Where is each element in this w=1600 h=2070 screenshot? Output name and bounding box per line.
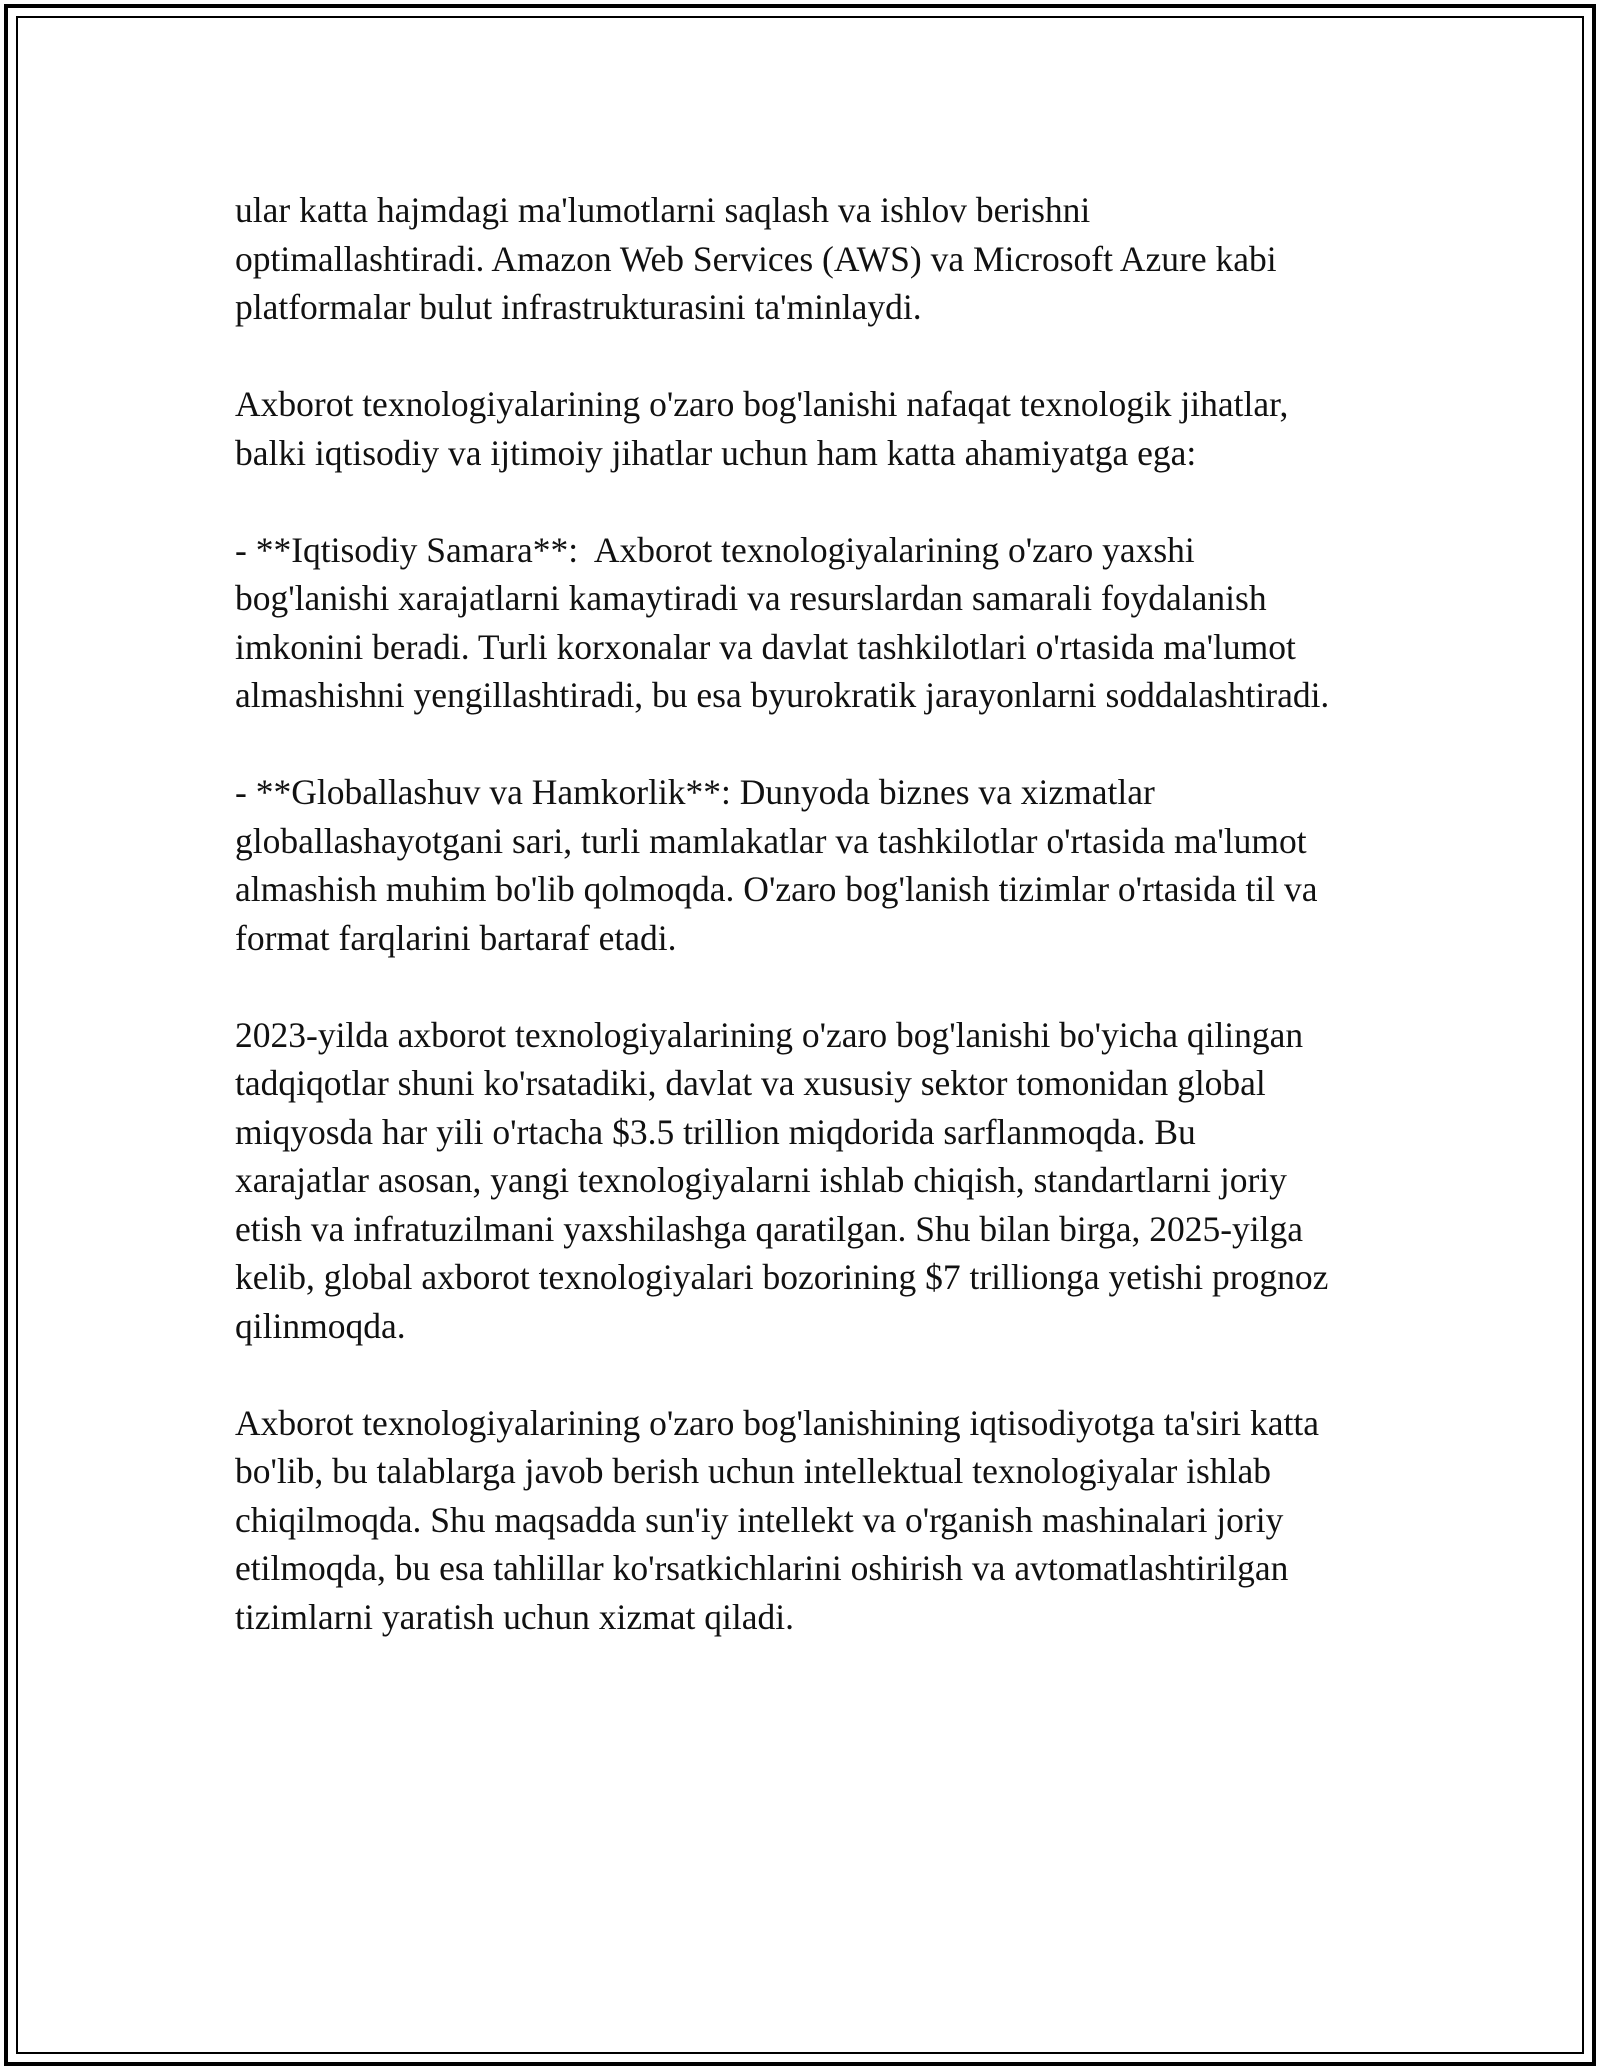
text-line: globallashayotgani sari, turli mamlakatlar va tashkilotlar o'rtasida ma'lumot: [235, 820, 1307, 861]
text-line: xarajatlar asosan, yangi texnologiyalarni ishlab chiqish, standartlarni joriy: [235, 1160, 1287, 1200]
text-line: etilmoqda, bu esa tahlillar ko'rsatkichlarini oshirish va avtomatlashtirilgan: [235, 1548, 1289, 1588]
paragraph-cloud-services: [235, 186, 1385, 332]
paragraph-research-2023: [235, 1011, 1385, 1351]
paragraph-economic-impact: [235, 1399, 1385, 1642]
list-item-globalization: [235, 768, 1385, 962]
text-line: - **Iqtisodiy Samara**: Axborot texnologiyalarining o'zaro yaxshi: [235, 529, 1195, 570]
text-line: kelib, global axborot texnologiyalari bozorining $7 trillionga yetishi prognoz: [235, 1257, 1329, 1297]
text-line: tadqiqotlar shuni ko'rsatadiki, davlat va xususiy sektor tomonidan global: [235, 1063, 1266, 1103]
text-line: Axborot texnologiyalarining o'zaro bog'lanishining iqtisodiyotga ta'siri katta: [235, 1402, 1319, 1443]
text-line: imkonini beradi. Turli korxonalar va davlat tashkilotlari o'rtasida ma'lumot: [235, 626, 1296, 667]
text-line: bo'lib, bu talablarga javob berish uchun intellektual texnologiyalar ishlab: [235, 1451, 1271, 1491]
text-line: etish va infratuzilmani yaxshilashga qaratilgan. Shu bilan birga, 2025-yilga: [235, 1208, 1304, 1249]
text-line: platformalar bulut infrastrukturasini ta'minlaydi.: [235, 287, 922, 327]
text-line: chiqilmoqda. Shu maqsadda sun'iy intellekt va o'rganish mashinalari joriy: [235, 1499, 1284, 1540]
text-line: 2023-yilda axborot texnologiyalarining o'zaro bog'lanishi bo'yicha qilingan: [235, 1014, 1304, 1055]
text-line: qilinmoqda.: [235, 1305, 406, 1346]
paragraph-importance-intro: [235, 380, 1385, 477]
list-item-economic-efficiency: [235, 526, 1385, 720]
text-line: miqyosda har yili o'rtacha $3.5 trillion miqdorida sarflanmoqda. Bu: [235, 1111, 1196, 1152]
text-line: optimallashtiradi. Amazon Web Services (AWS) va Microsoft Azure kabi: [235, 238, 1277, 279]
text-line: almashish muhim bo'lib qolmoqda. O'zaro bog'lanish tizimlar o'rtasida til va: [235, 869, 1318, 909]
text-line: almashishni yengillashtiradi, bu esa byurokratik jarayonlarni soddalashtiradi.: [235, 675, 1330, 715]
text-line: - **Globallashuv va Hamkorlik**: Dunyoda biznes va xizmatlar: [235, 772, 1155, 812]
text-line: tizimlarni yaratish uchun xizmat qiladi.: [235, 1596, 794, 1637]
text-line: bog'lanishi xarajatlarni kamaytiradi va resurslardan samarali foydalanish: [235, 578, 1267, 618]
text-line: format farqlarini bartaraf etadi.: [235, 917, 677, 958]
text-line: balki iqtisodiy va ijtimoiy jihatlar uchun ham katta ahamiyatga ega:: [235, 432, 1197, 473]
text-line: ular katta hajmdagi ma'lumotlarni saqlash va ishlov berishni: [235, 190, 1091, 230]
document-body: [235, 186, 1385, 1690]
text-line: Axborot texnologiyalarining o'zaro bog'lanishi nafaqat texnologik jihatlar,: [235, 384, 1289, 424]
